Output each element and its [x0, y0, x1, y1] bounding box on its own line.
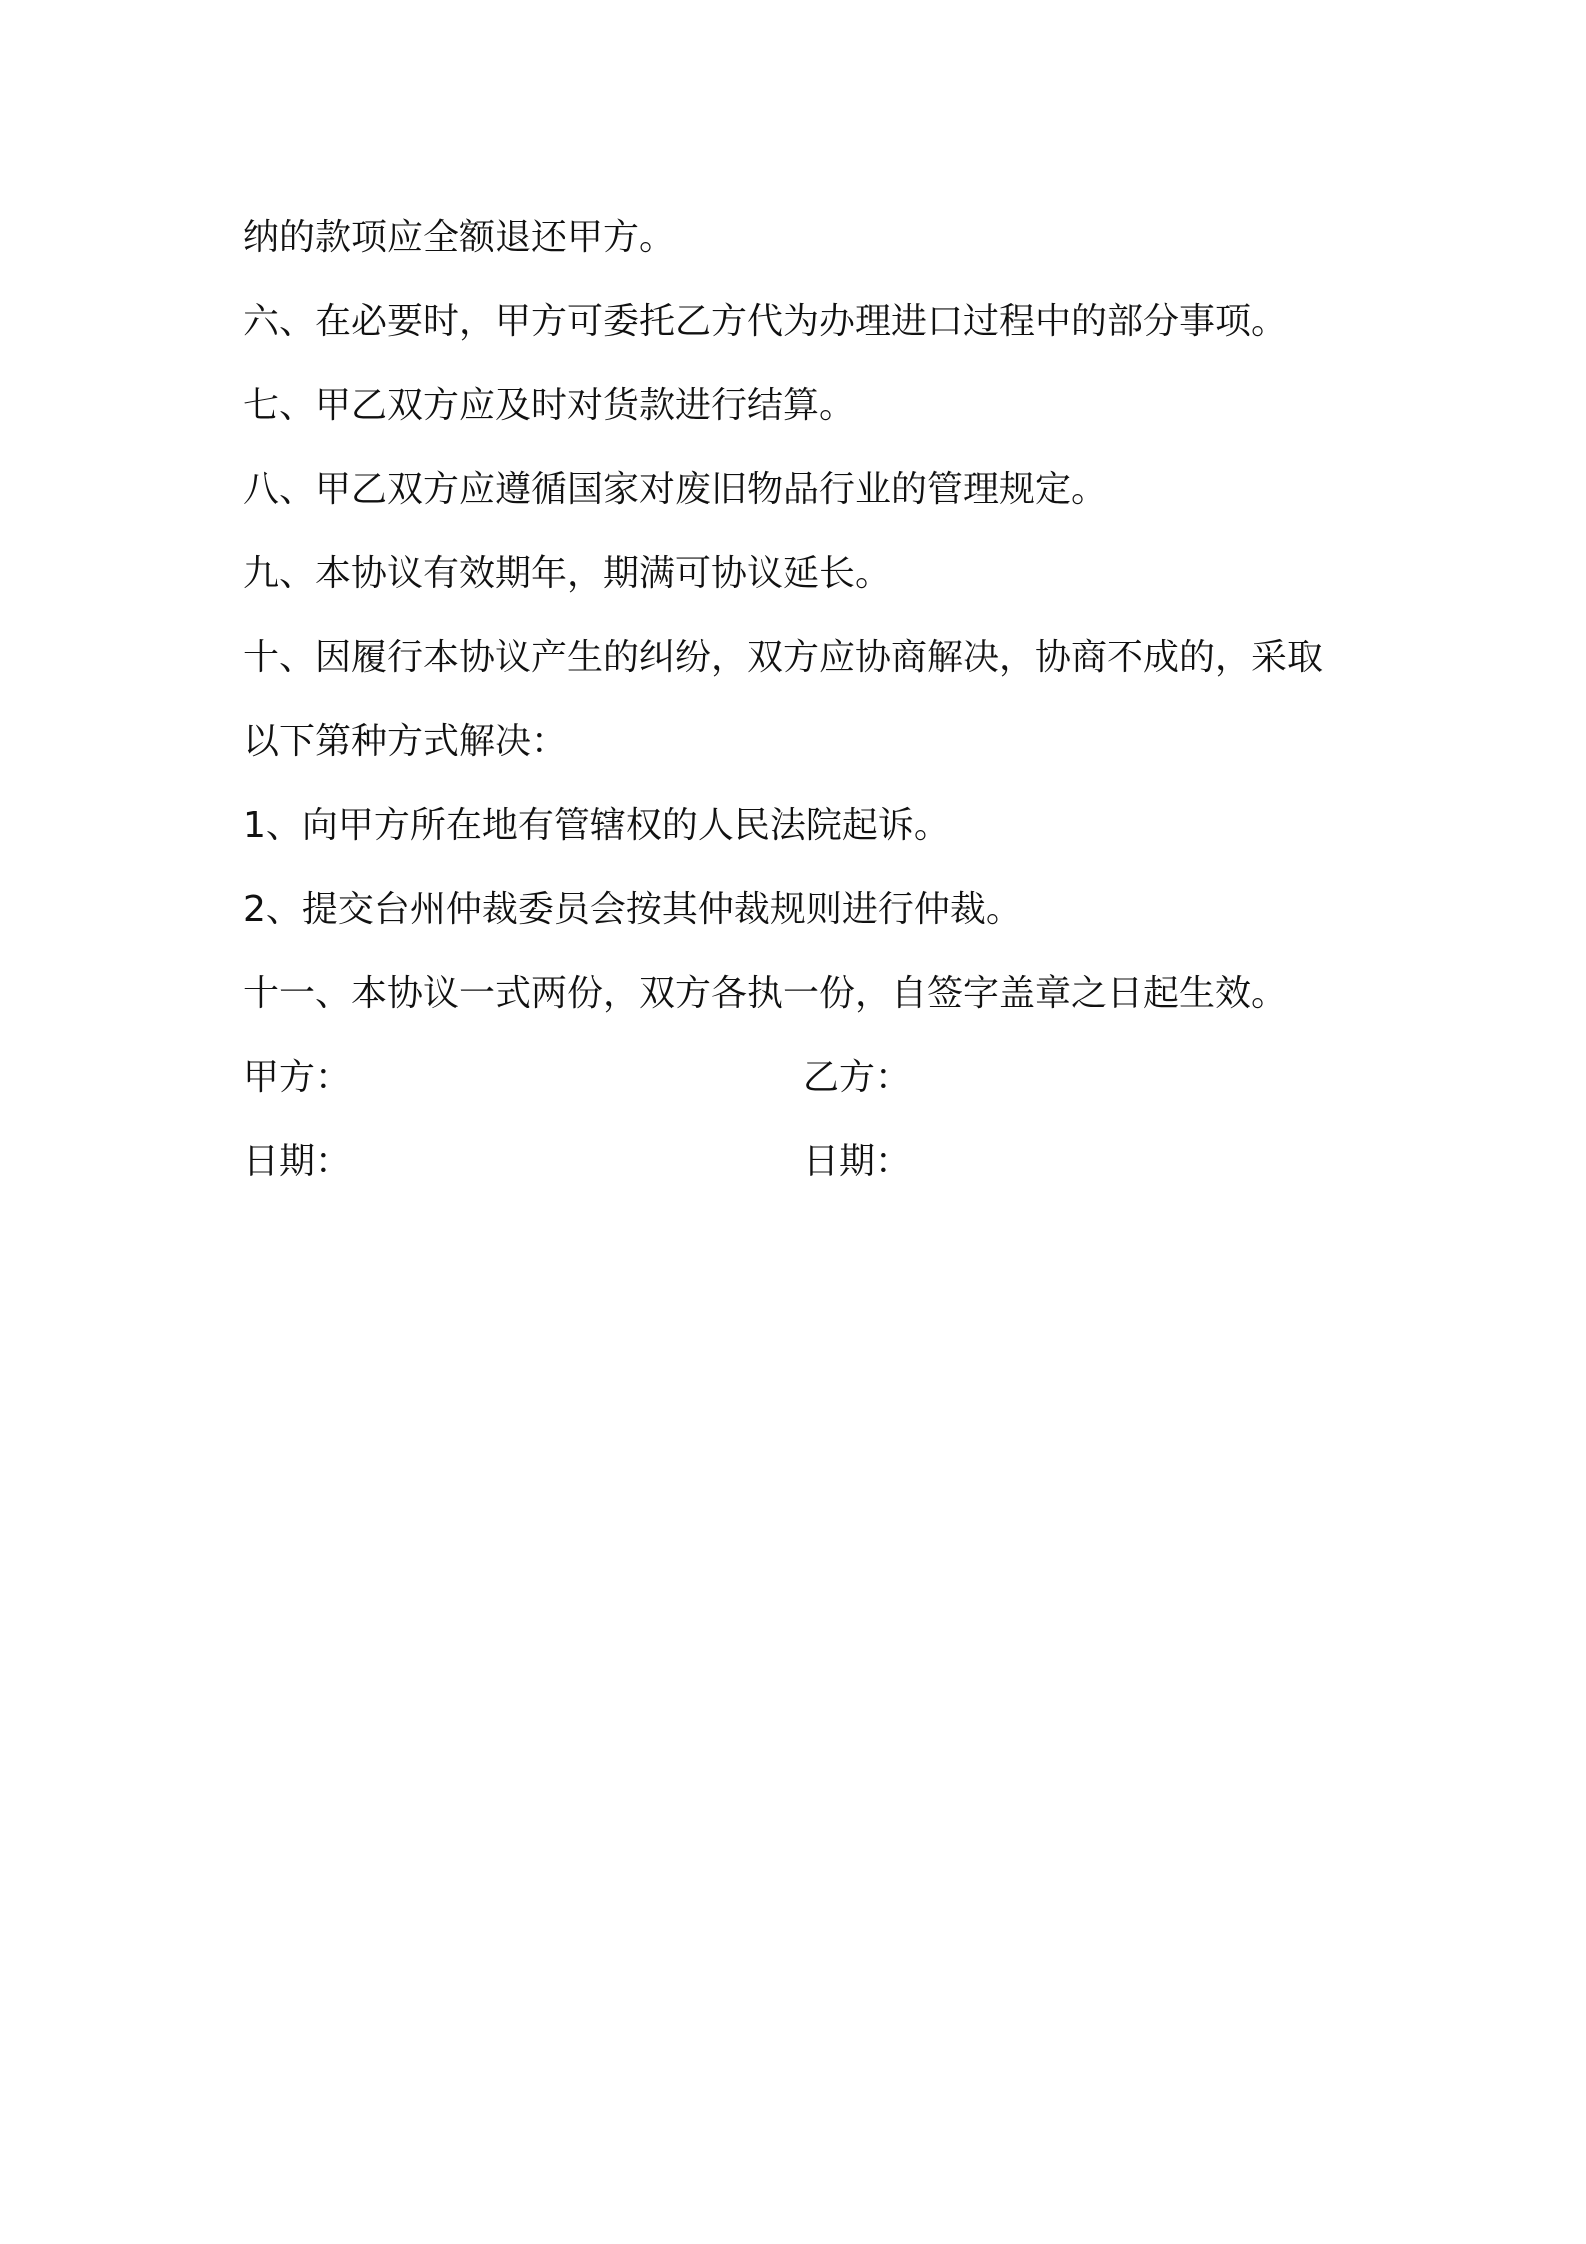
clause-8: 八、甲乙双方应遵循国家对废旧物品行业的管理规定。 [243, 469, 1108, 510]
paragraph-refund: 纳的款项应全额退还甲方。 [243, 217, 676, 258]
document-body [243, 196, 1363, 1204]
dispute-option-2: 2、提交台州仲裁委员会按其仲裁规则进行仲裁。 [243, 889, 1022, 930]
signature-row-dates [243, 1120, 1363, 1204]
party-a-label: 甲方： [243, 1057, 352, 1098]
clause-11: 十一、本协议一式两份，双方各执一份，自签字盖章之日起生效。 [243, 973, 1288, 1014]
clause-6: 六、在必要时，甲方可委托乙方代为办理进口过程中的部分事项。 [243, 301, 1288, 342]
signature-row-parties [243, 1036, 1363, 1120]
party-b-label: 乙方： [803, 1057, 912, 1098]
clause-9: 九、本协议有效期年，期满可协议延长。 [243, 553, 892, 594]
date-a-label: 日期： [243, 1141, 352, 1182]
clause-7: 七、甲乙双方应及时对货款进行结算。 [243, 385, 856, 426]
dispute-option-1: 1、向甲方所在地有管辖权的人民法院起诉。 [243, 805, 950, 846]
date-b-label: 日期： [803, 1141, 912, 1182]
clause-10: 十、因履行本协议产生的纠纷，双方应协商解决，协商不成的，采取 [243, 637, 1324, 678]
clause-10-continued: 以下第种方式解决： [243, 721, 568, 762]
